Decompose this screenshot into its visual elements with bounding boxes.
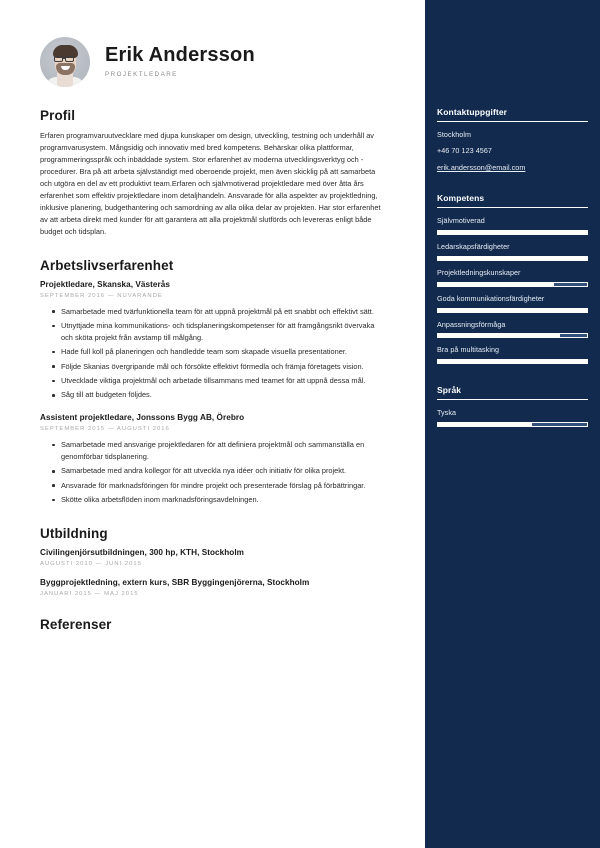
skills-list <box>437 216 588 364</box>
avatar <box>40 37 90 87</box>
sidebar <box>425 0 600 848</box>
section-heading-references: Referenser <box>40 616 112 632</box>
experience-entry <box>40 280 385 401</box>
skill-item <box>437 294 588 313</box>
skill-item <box>437 216 588 235</box>
experience-bullet: Utnyttjade mina kommunikations- och tidsplaneringskompetenser för att framgångsrikt övervaka och sköta projekt från avstamp till målgång. <box>52 320 385 344</box>
name-block <box>105 44 255 80</box>
skill-level-bar <box>437 230 588 235</box>
skill-level-fill <box>438 231 587 234</box>
section-heading-profile: Profil <box>40 108 76 123</box>
skill-item <box>437 345 588 364</box>
language-level-bar <box>437 422 588 427</box>
page-title: Erik Andersson <box>105 44 255 66</box>
experience-bullet: Såg till att budgeten följdes. <box>52 389 385 401</box>
experience-job-title: Projektledare, Skanska, Västerås <box>40 279 170 289</box>
education-entry <box>40 548 385 567</box>
contact-email-link[interactable]: erik.andersson@email.com <box>437 162 526 172</box>
experience-bullet: Ansvarade för marknadsföringen för mindre projekt och presenterade förslag på förbättringar. <box>52 480 385 492</box>
experience-list <box>40 280 385 506</box>
education-date-range: AUGUSTI 2010 — JUNI 2015 <box>40 560 142 567</box>
skill-level-bar <box>437 282 588 287</box>
education-title: Civilingenjörsutbildningen, 300 hp, KTH, Stockholm <box>40 547 245 557</box>
avatar-glasses-left <box>54 56 63 62</box>
experience-bullet: Följde Skanias övergripande mål och försökte effektivt förmedla och främja företagets vision. <box>52 361 385 373</box>
experience-date-range: SEPTEMBER 2015 — AUGUSTI 2016 <box>40 426 170 433</box>
avatar-glasses-bridge <box>63 58 65 59</box>
skill-label: Ledarskapsfärdigheter <box>437 242 510 252</box>
education-title: Byggprojektledning, extern kurs, SBR Byggingenjörerna, Stockholm <box>40 577 310 587</box>
experience-bullet: Samarbetade med tvärfunktionella team för att uppnå projektmål på ett snabbt och effektivt sätt. <box>52 306 385 318</box>
education-date-range: JANUARI 2015 — MAJ 2015 <box>40 590 139 597</box>
experience-bullet-list <box>52 439 385 506</box>
sidebar-heading-languages: Språk <box>437 385 588 400</box>
language-level-fill <box>438 423 532 426</box>
profile-text: Erfaren programvaruutvecklare med djupa kunskaper om design, utveckling, testning och underhåll av programvarusystem. Mångsidig och innovativ med bred kompetens. Behärskar olika plattformar, programmeringsspråk och inbäddade system. Stor erfarenhet av moderna utvecklingsverktyg och -procedurer. Bra på att arbeta självständigt med oberoende projekt, men även skicklig på att samarbeta och utgöra en del av ett produktivt team.Erfaren och självmotiverad projektledare med över åtta års erfarenhet som effektiv projektledare inom detaljhandeln. Ansvarade för alla aspekter av projektledning, inklusive planering, budgethantering och samordning av alla olika delar av projekten. Har stor erfarenhet av att arbeta direkt med kunder för att garantera att alla projektmål slutförds och levereras enligt både budget och tidsplan. <box>40 131 381 236</box>
skill-level-bar <box>437 333 588 338</box>
education-list <box>40 548 385 597</box>
experience-bullet: Samarbetade med andra kollegor för att utveckla nya idéer och initiativ för olika projekt. <box>52 465 385 477</box>
skill-label: Anpassningsförmåga <box>437 319 506 329</box>
experience-date-range: SEPTEMBER 2016 — NUVARANDE <box>40 292 163 299</box>
job-role-subtitle: PROJEKTLEDARE <box>105 71 178 78</box>
experience-bullet: Samarbetade med ansvarige projektledaren för att definiera projektmål och sammanställa en genomförbar tidsplanering. <box>52 439 385 463</box>
languages-list <box>437 408 588 427</box>
skill-level-fill <box>438 360 587 363</box>
contact-city: Stockholm <box>437 130 472 139</box>
skill-level-bar <box>437 256 588 261</box>
skill-level-fill <box>438 334 560 337</box>
education-entry <box>40 578 385 597</box>
skill-level-fill <box>438 309 587 312</box>
resume-header <box>40 36 385 88</box>
skill-item <box>437 242 588 261</box>
skill-level-fill <box>438 257 587 260</box>
skill-label: Goda kommunikationsfärdigheter <box>437 293 545 303</box>
skill-item <box>437 320 588 339</box>
sidebar-heading-contact: Kontaktuppgifter <box>437 107 588 122</box>
experience-bullet: Hade full koll på planeringen och handledde team som skapade visuella presentationer. <box>52 346 385 358</box>
skill-level-bar <box>437 359 588 364</box>
spacer <box>437 371 588 385</box>
skill-label: Självmotiverad <box>437 216 485 226</box>
skill-level-bar <box>437 308 588 313</box>
section-heading-education: Utbildning <box>40 525 108 541</box>
section-heading-experience: Arbetslivserfarenhet <box>40 257 174 273</box>
language-item <box>437 408 588 427</box>
skill-item <box>437 268 588 287</box>
sidebar-heading-skills: Kompetens <box>437 193 588 208</box>
experience-entry <box>40 413 385 506</box>
experience-job-title: Assistent projektledare, Jonssons Bygg AB, Örebro <box>40 413 245 423</box>
experience-bullet-list <box>52 306 385 401</box>
spacer <box>437 179 588 193</box>
experience-bullet: Utvecklade viktiga projektmål och arbetade tillsammans med teamet för att uppnå dessa mål. <box>52 375 385 387</box>
language-label: Tyska <box>437 408 457 418</box>
avatar-glasses-right <box>65 56 74 62</box>
skill-label: Projektledningskunskaper <box>437 267 521 277</box>
experience-bullet: Skötte olika arbetsflöden inom marknadsföringsavdelningen. <box>52 494 385 506</box>
contact-phone: +46 70 123 4567 <box>437 146 492 156</box>
skill-label: Bra på multitasking <box>437 345 500 355</box>
skill-level-fill <box>438 283 554 286</box>
